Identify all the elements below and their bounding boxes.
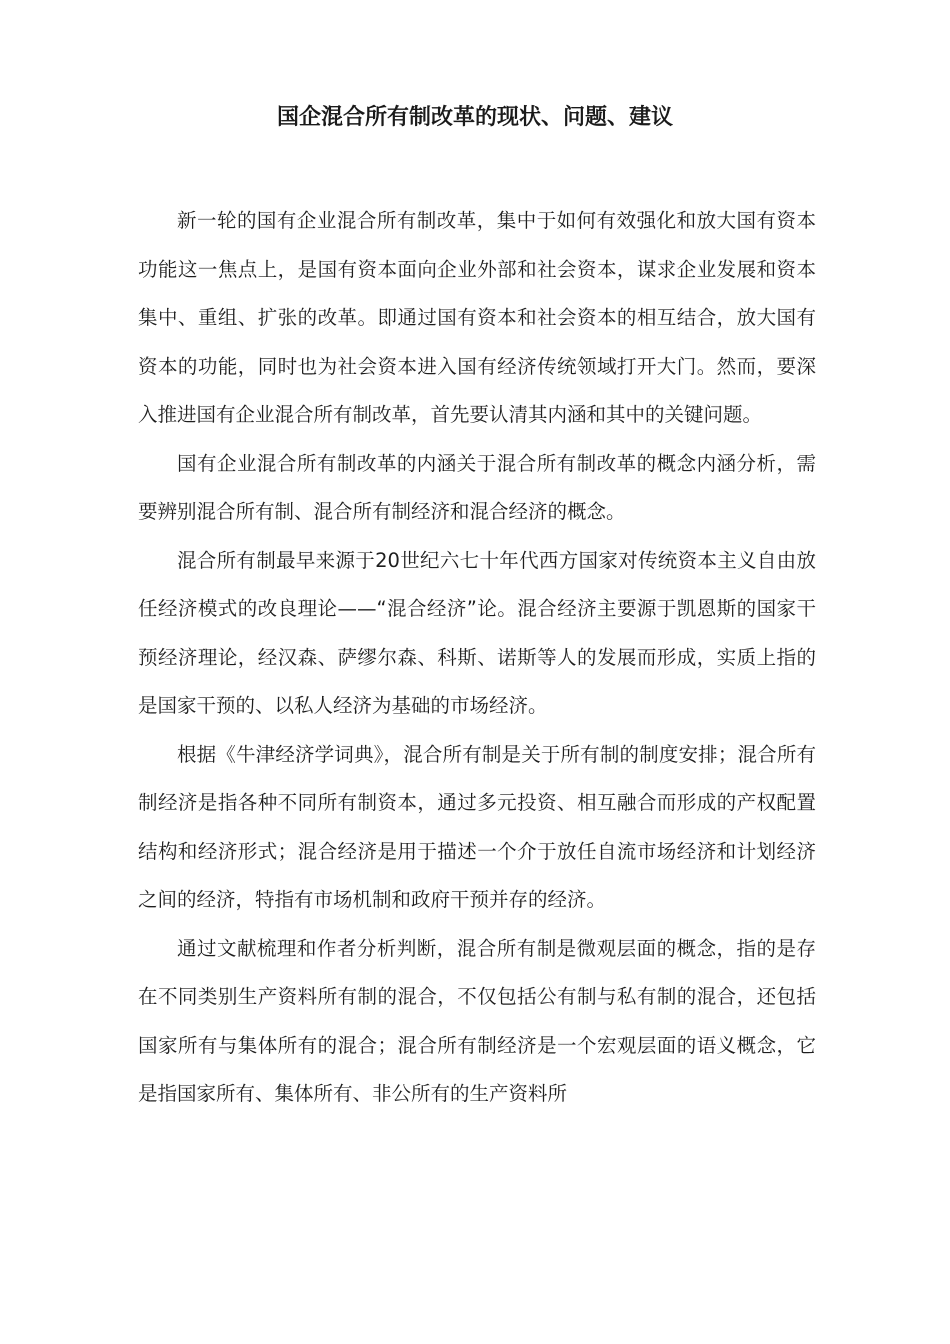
document-title: 国企混合所有制改革的现状、问题、建议 [276, 105, 673, 130]
paragraph-1: 新一轮的国有企业混合所有制改革，集中于如何有效强化和放大国有资本功能这一焦点上，是国有资本面向企业外部和社会资本，谋求企业发展和资本集中、重组、扩张的改革。即通过国有资本和社会资本的相互结合，放大国有资本的功能，同时也为社会资本进入国有经济传统领域打开大门。然而，要深入推进国有企业混合所有制改革，首先要认清其内涵和其中的关键问题。 [138, 209, 816, 426]
document-body [138, 197, 816, 1119]
paragraph-2: 国有企业混合所有制改革的内涵关于混合所有制改革的概念内涵分析，需要辨别混合所有制、混合所有制经济和混合经济的概念。 [138, 451, 816, 523]
paragraph-3: 混合所有制最早来源于20世纪六七十年代西方国家对传统资本主义自由放任经济模式的改良理论——“混合经济”论。混合经济主要源于凯恩斯的国家干预经济理论，经汉森、萨缪尔森、科斯、诺斯等人的发展而形成，实质上指的是国家干预的、以私人经济为基础的市场经济。 [138, 548, 816, 717]
paragraph-4: 根据《牛津经济学词典》，混合所有制是关于所有制的制度安排；混合所有制经济是指各种不同所有制资本，通过多元投资、相互融合而形成的产权配置结构和经济形式；混合经济是用于描述一个介于放任自流市场经济和计划经济之间的经济，特指有市场机制和政府干预并存的经济。 [138, 742, 816, 911]
paragraph-5: 通过文献梳理和作者分析判断，混合所有制是微观层面的概念，指的是存在不同类别生产资料所有制的混合，不仅包括公有制与私有制的混合，还包括国家所有与集体所有的混合；混合所有制经济是一个宏观层面的语义概念，它是指国家所有、集体所有、非公所有的生产资料所 [138, 936, 816, 1105]
